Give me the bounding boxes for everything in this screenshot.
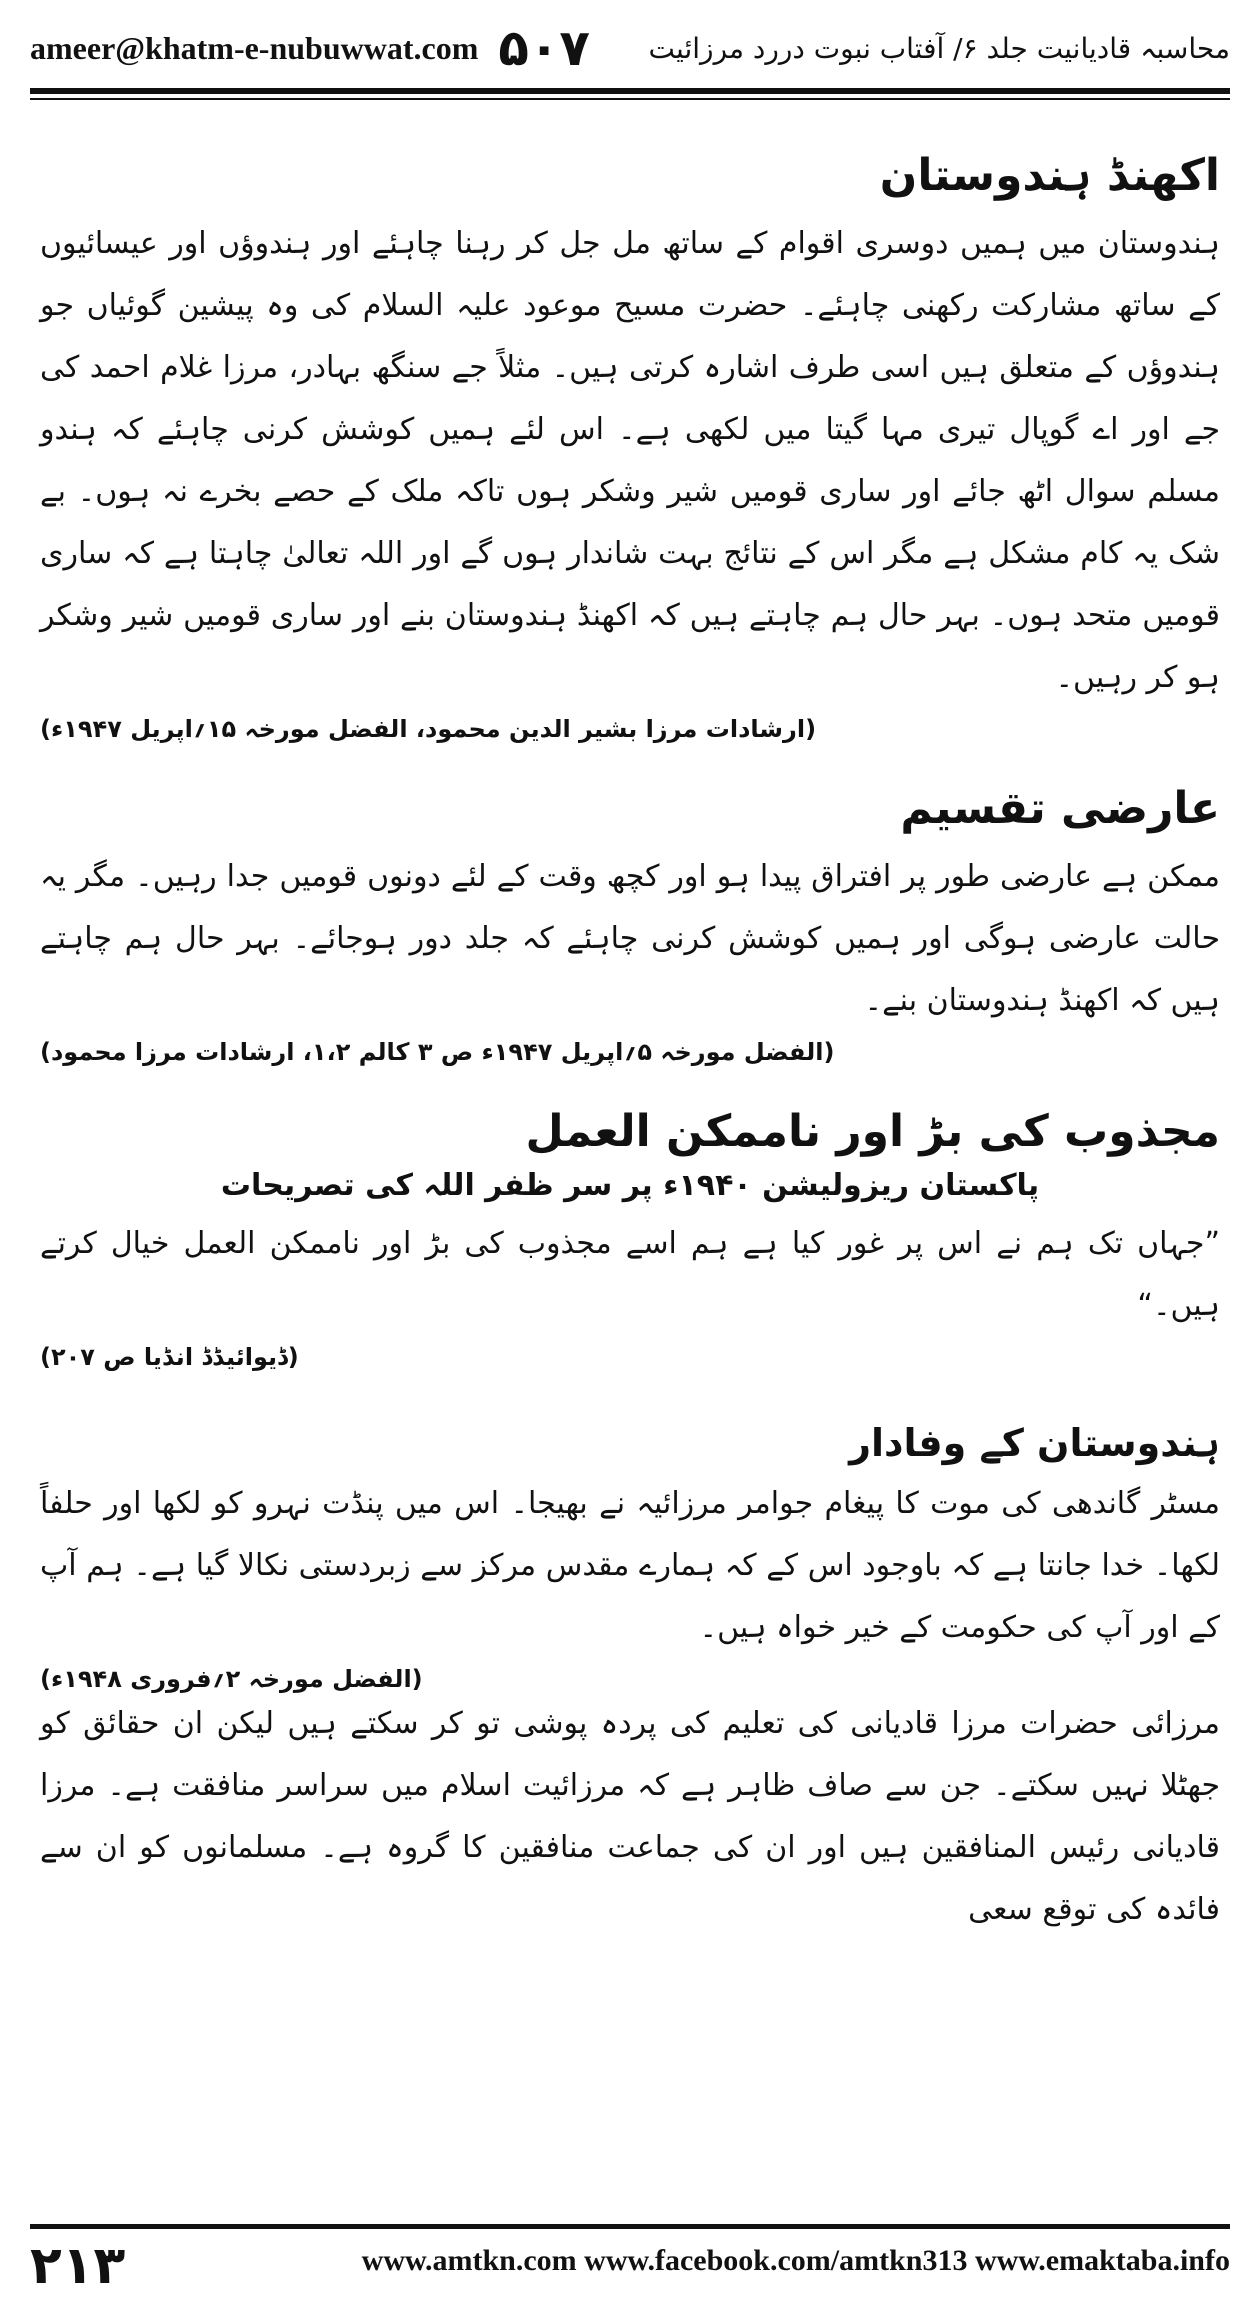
header-book-title: محاسبہ قادیانیت جلد ۶/ آفتاب نبوت دررد مرزائیت (648, 31, 1230, 65)
section-heading: ہندوستان کے وفادار (849, 1421, 1220, 1466)
section-subheading: پاکستان ریزولیشن ۱۹۴۰ء پر سر ظفر اللہ کی تصریحات (220, 1168, 1040, 1204)
page-footer (30, 2224, 1230, 2294)
header-email[interactable]: ameer@khatm-e-nubuwwat.com (30, 29, 479, 66)
section-body: ممکن ہے عارضی طور پر افتراق پیدا ہو اور کچھ وقت کے لئے دونوں قومیں جدا رہیں۔ مگر یہ حالت عارضی ہوگی اور ہمیں کوشش کرنی چاہئے کہ جلد دور ہوجائے۔ بہر حال ہم چاہتے ہیں کہ اکھنڈ ہندوستان بنے۔ (40, 858, 1220, 1018)
footer-page-number: ۲۱۳ (30, 2236, 126, 2296)
section-akhand-hindustan (40, 150, 1220, 743)
section-heading: مجذوب کی بڑ اور ناممکن العمل (525, 1105, 1220, 1157)
section-arzi-taqseem (40, 783, 1220, 1066)
section-citation: (ڈیوائیڈڈ انڈیا ص ۲۰۷) (40, 1343, 299, 1372)
section-body: مسٹر گاندھی کی موت کا پیغام جوامر مرزائیہ نے بھیجا۔ اس میں پنڈت نہرو کو لکھا اور حلفاً لکھا۔ خدا جانتا ہے کہ باوجود اس کے کہ ہمارے مقدس مرکز سے زبردستی نکالا گیا ہے۔ ہم آپ کے اور آپ کی حکومت کے خیر خواہ ہیں۔ (40, 1486, 1220, 1646)
header-rule-thick (30, 88, 1230, 94)
section-body-continued: مرزائی حضرات مرزا قادیانی کی تعلیم کی پردہ پوشی تو کر سکتے ہیں لیکن ان حقائق کو جھٹلا نہیں سکتے۔ جن سے صاف ظاہر ہے کہ مرزائیت اسلام میں سراسر منافقت ہے۔ مرزا قادیانی رئیس المنافقین ہیں اور ان کی جماعت منافقین کا گروہ ہے۔ مسلمانوں کو ان سے فائدہ کی توقع سعی (40, 1706, 1220, 1928)
footer-links[interactable]: www.amtkn.com www.facebook.com/amtkn313 www.emaktaba.info (361, 2244, 1230, 2277)
header-page-number: ۵۰۷ (498, 19, 590, 77)
footer-rule (30, 2224, 1230, 2229)
section-citation: (الفضل مورخہ ۵؍اپریل ۱۹۴۷ء ص ۳ کالم ۱،۲، ارشادات مرزا محمود) (40, 1037, 835, 1066)
header-rule-thin (30, 98, 1230, 100)
section-majzoob-ki-bar (40, 1106, 1220, 1372)
section-heading: اکھنڈ ہندوستان (879, 150, 1220, 201)
section-citation: (الفضل مورخہ ۲؍فروری ۱۹۴۸ء) (40, 1665, 423, 1694)
section-citation: (ارشادات مرزا بشیر الدین محمود، الفضل مورخہ ۱۵؍اپریل ۱۹۴۷ء) (40, 714, 817, 743)
section-body: ”جہاں تک ہم نے اس پر غور کیا ہے ہم اسے مجذوب کی بڑ اور ناممکن العمل خیال کرتے ہیں۔“ (40, 1226, 1220, 1324)
section-hindustan-ke-wafadar (40, 1421, 1220, 1941)
section-heading: عارضی تقسیم (900, 782, 1220, 834)
page-header (30, 18, 1230, 78)
page-content (40, 120, 1220, 1941)
section-body: ہندوستان میں ہمیں دوسری اقوام کے ساتھ مل جل کر رہنا چاہئے اور ہندوؤں اور عیسائیوں کے ساتھ مشارکت رکھنی چاہئے۔ حضرت مسیح موعود علیہ السلام کی وہ پیشین گوئیاں جو ہندوؤں کے متعلق ہیں اسی طرف اشارہ کرتی ہیں۔ مثلاً جے سنگھ بہادر، مرزا غلام احمد کی جے اور اے گوپال تیری مہا گیتا میں لکھی ہے۔ اس لئے ہمیں کوشش کرنی چاہئے کہ ہندو مسلم سوال اٹھ جائے اور ساری قومیں شیر وشکر ہوں تاکہ ملک کے حصے بخرے نہ ہوں۔ بے شک یہ کام مشکل ہے مگر اس کے نتائج بہت شاندار ہوں گے اور اللہ تعالیٰ چاہتا ہے کہ ساری قومیں متحد ہوں۔ بہر حال ہم چاہتے ہیں کہ اکھنڈ ہندوستان بنے اور ساری قومیں شیر وشکر ہو کر رہیں۔ (40, 225, 1220, 695)
